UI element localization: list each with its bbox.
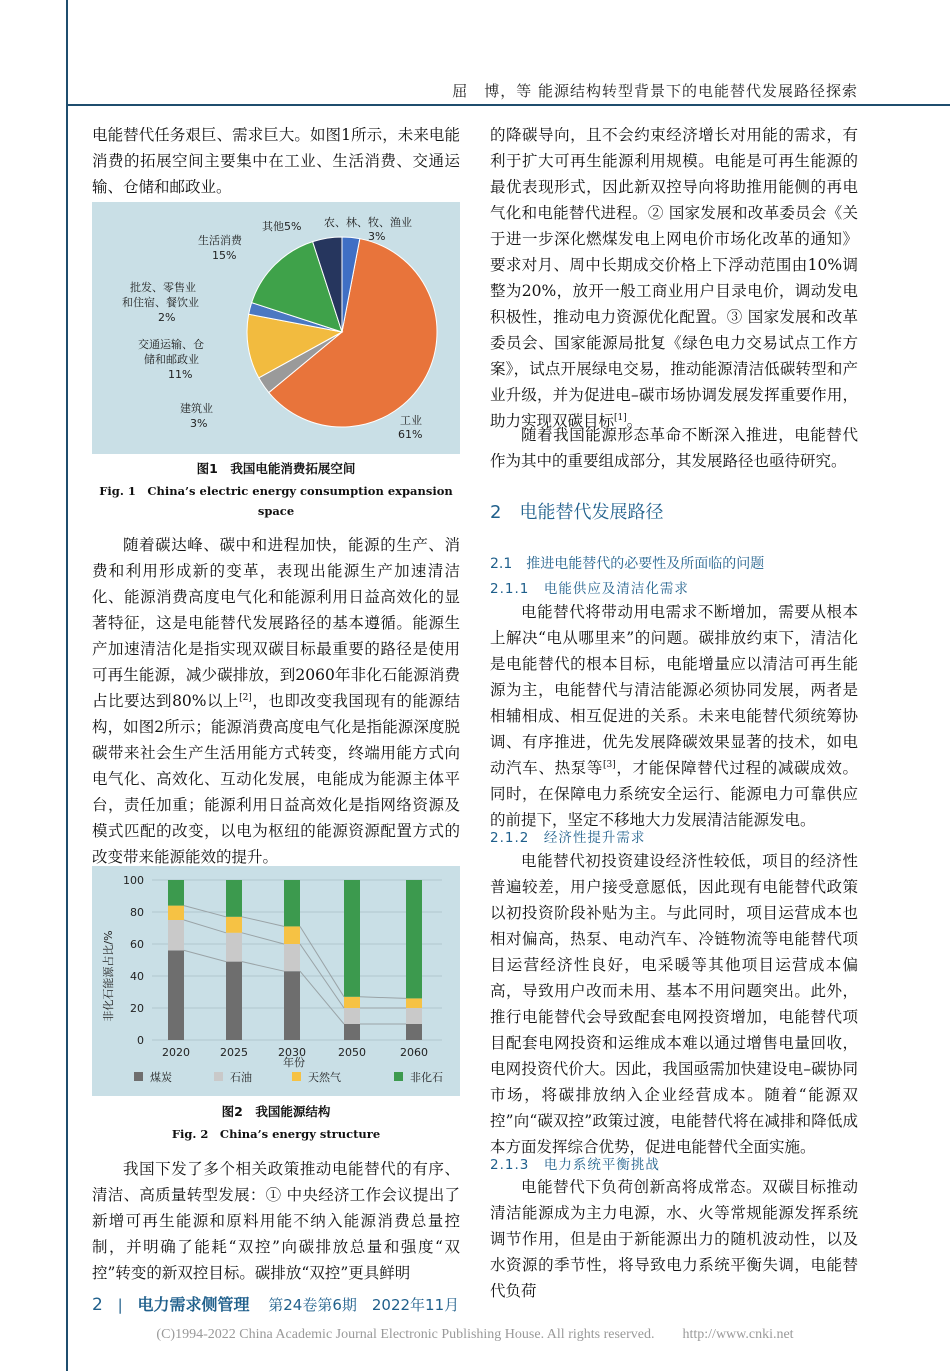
connector-line (242, 962, 284, 972)
margin-rule-vertical (66, 0, 68, 1371)
legend-swatch-天然气 (292, 1072, 301, 1081)
bar-segment-非化石-2050 (344, 880, 360, 997)
right-paragraph-5 (490, 1174, 858, 1304)
caption-zh: 图1 我国电能消费拓展空间 (196, 461, 356, 476)
bar-segment-煤炭-2020 (168, 950, 184, 1040)
citation[interactable]: [3] (603, 759, 616, 770)
legend-label-石油: 石油 (230, 1071, 252, 1084)
issue-info: 第24卷第6期 2022年11月 (268, 1296, 460, 1314)
legend-label-非化石: 非化石 (410, 1071, 443, 1084)
connector-line (360, 997, 406, 999)
bar-segment-石油-2020 (168, 920, 184, 950)
y-tick-label: 40 (130, 970, 144, 983)
bar-segment-天然气-2020 (168, 906, 184, 920)
section-heading-2: 2 电能替代发展路径 (490, 502, 664, 523)
label-transport: 交通运输、仓 (138, 338, 204, 351)
caption-zh: 图2 我国能源结构 (221, 1104, 331, 1119)
caption-en: Fig. 2 China’s energy structure (171, 1127, 381, 1141)
y-tick-label: 0 (137, 1034, 144, 1047)
x-tick-label: 2025 (220, 1046, 248, 1059)
bar-chart-svg (92, 866, 460, 1096)
right-paragraph-2 (490, 422, 858, 474)
connector-line (242, 917, 284, 927)
section-heading-2-1-2: 2.1.2 经济性提升需求 (490, 830, 646, 846)
legend-swatch-煤炭 (134, 1072, 143, 1081)
bar-segment-天然气-2025 (226, 917, 242, 933)
header-rule (66, 104, 950, 106)
left-paragraph-2 (92, 532, 460, 870)
x-tick-label: 2030 (278, 1046, 306, 1059)
bar-segment-非化石-2025 (226, 880, 242, 917)
x-axis-label: 年份 (283, 1056, 305, 1069)
connector-line (242, 933, 284, 944)
paragraph: 随着我国能源形态革命不断深入推进，电能替代作为其中的重要组成部分，其发展路径也亟待研究。 (490, 426, 858, 470)
text: ，也即改变我国现有的能源结构，如图2所示；能源消费高度电气化是指能源深度脱碳带来社会生产生活用能方式转变，终端用能方式向电气化、高效化、互动化发展，电能成为能源主体平台，责任加重；能源利用日益高效化是指网络资源及模式匹配的改变，以电为枢纽的能源资源配置方式的改变带来能源能效的提升。 (92, 692, 460, 866)
label-agriculture-pct: 3% (368, 230, 386, 243)
y-tick-label: 60 (130, 938, 144, 951)
paragraph: 我国下发了多个相关政策推动电能替代的有序、清洁、高质量转型发展：① 中央经济工作会议提出了新增可再生能源和原料用能不纳入能源消费总量控制，并明确了能耗“双控”向碳排放总量和强度“双控”转变的新双控目标。碳排放“双控”更具鲜明 (92, 1160, 460, 1282)
citation[interactable]: [1] (614, 412, 627, 423)
caption-en: Fig. 1 China’s electric energy consumption expansion (99, 484, 453, 498)
section-heading-2-1-1: 2.1.1 电能供应及清洁化需求 (490, 581, 689, 597)
paragraph: 电能替代任务艰巨、需求巨大。如图1所示，未来电能消费的拓展空间主要集中在工业、生活消费、交通运输、仓储和邮政业。 (92, 126, 460, 196)
left-paragraph-1 (92, 122, 460, 200)
x-tick-label: 2020 (162, 1046, 190, 1059)
copyright-notice: (C)1994-2022 China Academic Journal Electronic Publishing House. All rights reserved. http://www.cnki.net (156, 1327, 794, 1342)
footer-separator: | (117, 1296, 123, 1314)
figure-1-pie-chart (92, 202, 460, 454)
citation[interactable]: [2] (239, 692, 252, 703)
bar-segment-非化石-2060 (406, 880, 422, 998)
label-transport-2: 储和邮政业 (144, 353, 199, 366)
section-heading-2-1: 2.1 推进电能替代的必要性及所面临的问题 (490, 556, 765, 572)
label-other: 其他5% (262, 220, 302, 233)
legend-swatch-石油 (214, 1072, 223, 1081)
journal-name: 电力需求侧管理 (137, 1295, 250, 1314)
text: 电能替代将带动用电需求不断增加，需要从根本上解决“电从哪里来”的问题。碳排放约束下，清洁化是电能替代的根本目标，电能增量应以清洁可再生能源为主，电能替代与清洁能源必须协同发展，两者是相辅相成、相互促进的关系。未来电能替代须统筹协调、有序推进，优先发展降碳效果显著的技术，如电动汽车、热泵等 (490, 603, 858, 777)
page-footer (92, 1292, 459, 1315)
bar-segment-非化石-2030 (284, 880, 300, 926)
caption-en-2: space (257, 504, 295, 518)
y-tick-label: 20 (130, 1002, 144, 1015)
x-tick-label: 2050 (338, 1046, 366, 1059)
label-wholesale-2: 和住宿、餐饮业 (122, 296, 199, 309)
bar-segment-天然气-2050 (344, 997, 360, 1008)
text: 。 (626, 412, 643, 430)
figure-2-bar-chart (92, 866, 460, 1096)
paragraph (490, 599, 858, 833)
pie-chart-svg (92, 202, 460, 454)
y-axis-label: 非化石能源占比/% (102, 930, 115, 1022)
bar-segment-天然气-2030 (284, 926, 300, 944)
figure-1-caption (92, 459, 460, 521)
label-construction-pct: 3% (190, 417, 208, 430)
page-number: 2 (92, 1295, 103, 1315)
text: 的降碳导向，且不会约束经济增长对用能的需求，有利于扩大可再生能源利用规模。电能是可再生能源的最优表现形式，因此新双控导向将助推用能侧的再电气化和电能替代进程。② 国家发展和改革委员会《关于进一步深化燃煤发电上网电价市场化改革的通知》要求对月、周中长期成交价格上下浮动范围由10%调整为20%，放开一般工商业用户目录电价，调动发电积极性，推动电力资源优化配置。③ 国家发展和改革委员会、国家能源局批复《绿色电力交易试点工作方案》，试点开展绿电交易，推动能源清洁低碳转型和产业升级，并为促进电–碳市场协调发展发挥重要作用，助力实现双碳目标 (490, 126, 858, 430)
label-household: 生活消费 (198, 234, 242, 247)
bar-segment-石油-2025 (226, 933, 242, 962)
left-paragraph-3 (92, 1156, 460, 1286)
paragraph: 电能替代下负荷创新高将成常态。双碳目标推动清洁能源成为主力电源，水、火等常规能源发挥系统调节作用，但是由于新能源出力的随机波动性，以及水资源的季节性，将导致电力系统平衡失调，电能替代负荷 (490, 1178, 858, 1300)
section-heading-2-1-3: 2.1.3 电力系统平衡挑战 (490, 1157, 660, 1173)
paragraph (92, 532, 460, 870)
running-head: 屈 博，等 能源结构转型背景下的电能替代发展路径探索 (452, 82, 858, 100)
right-paragraph-1 (490, 122, 858, 434)
bar-segment-煤炭-2030 (284, 971, 300, 1040)
paragraph: 电能替代初投资建设经济性较低，项目的经济性普遍较差，用户接受意愿低，因此现有电能替代政策以初投资阶段补贴为主。与此同时，项目运营成本也相对偏高，热泵、电动汽车、冷链物流等电能替代项目运营经济性良好，电采暖等其他项目运营成本偏高，导致用户改而未用、基本不用问题突出。此外，推行电能替代会导致配套电网投资增加，电能替代项目配套电网投资和运维成本难以通过增售电量回收，电网投资代价大。因此，我国亟需加快建设电–碳协同市场，将碳排放纳入企业经营成本。随着“能源双控”向“碳双控”政策过渡，电能替代将在减排和降低成本方面发挥综合优势，促进电能替代全面实施。 (490, 852, 858, 1156)
y-tick-label: 80 (130, 906, 144, 919)
bar-segment-石油-2030 (284, 944, 300, 971)
text: ，才能保障替代过程的减碳成效。同时，在保障电力系统安全运行、能源电力可靠供应的前提下，坚定不移地大力发展清洁能源发电。 (490, 759, 858, 829)
connector-line (184, 906, 226, 917)
bar-segment-煤炭-2060 (406, 1024, 422, 1040)
connector-line (184, 920, 226, 933)
label-wholesale: 批发、零售业 (130, 281, 196, 294)
text: 随着碳达峰、碳中和进程加快，能源的生产、消费和利用形成新的变革，表现出能源生产加速清洁化、能源消费高度电气化和能源利用日益高效化的显著特征，这是电能替代发展路径的基本遵循。能源生产加速清洁化是指实现双碳目标最重要的路径是使用可再生能源，减少碳排放，到2060年非化石能源消费占比要达到80%以上 (92, 536, 460, 710)
bar-segment-天然气-2060 (406, 998, 422, 1008)
bar-segment-非化石-2020 (168, 880, 184, 906)
right-paragraph-4 (490, 848, 858, 1160)
legend-swatch-非化石 (394, 1072, 403, 1081)
bar-segment-煤炭-2050 (344, 1024, 360, 1040)
label-industry: 工业 (400, 414, 422, 427)
label-wholesale-pct: 2% (158, 311, 176, 324)
bar-segment-石油-2060 (406, 1008, 422, 1024)
label-construction: 建筑业 (180, 402, 213, 415)
y-tick-label: 100 (123, 874, 144, 887)
label-transport-pct: 11% (168, 368, 193, 381)
bar-segment-煤炭-2025 (226, 962, 242, 1040)
legend-label-煤炭: 煤炭 (150, 1071, 172, 1084)
label-industry-pct: 61% (398, 428, 423, 441)
paragraph (490, 122, 858, 434)
label-agriculture: 农、林、牧、渔业 (324, 216, 412, 229)
bar-segment-石油-2050 (344, 1008, 360, 1024)
figure-2-caption (92, 1102, 460, 1144)
label-household-pct: 15% (212, 249, 237, 262)
right-paragraph-3 (490, 599, 858, 833)
x-tick-label: 2060 (400, 1046, 428, 1059)
connector-line (300, 926, 344, 996)
legend-label-天然气: 天然气 (308, 1071, 341, 1084)
connector-line (184, 950, 226, 961)
